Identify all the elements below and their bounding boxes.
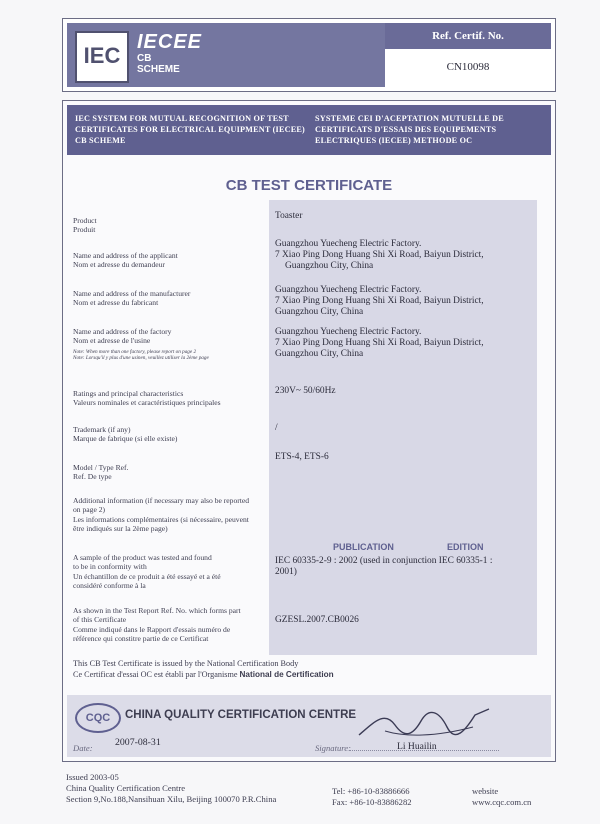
ratings-value: 230V~ 50/60Hz (275, 386, 336, 396)
date-label: Date: (73, 743, 93, 753)
applicant-address: 7 Xiao Ping Dong Huang Shi Xi Road, Baiyun District, (275, 250, 484, 260)
product-label-en: Product (73, 216, 97, 225)
report-label-fr2: référence qui constitre partie de ce Certificat (73, 634, 209, 644)
footer-organization (66, 772, 326, 805)
trademark-label-fr: Marque de fabrique (si elle existe) (73, 434, 178, 444)
issuer-block (67, 695, 551, 757)
iecee-logo-text: IECEE (137, 31, 203, 53)
factory-label (73, 327, 268, 362)
factory-note-en: Note: When more than one factory, please report on page 2 (73, 348, 197, 355)
manufacturer-city: Guangzhou City, China (275, 307, 364, 317)
applicant-name: Guangzhou Yuecheng Electric Factory. (275, 239, 422, 249)
scheme-french: SYSTEME CEI D'ACEPTATION MUTUELLE DE CERTIFICATS D'ESSAIS DES EQUIPEMENTS ELECTRIQUES (IECEE) METHODE OC (315, 114, 504, 145)
scheme-english: IEC SYSTEM FOR MUTUAL RECOGNITION OF TEST CERTIFICATES FOR ELECTRICAL EQUIPMENT (IECEE) CB SCHEME (75, 114, 305, 145)
logo-area (67, 23, 385, 87)
signatory-name: Li Huailin (397, 741, 437, 752)
report-label-en1: As shown in the Test Report Ref. No. which forms part (73, 606, 241, 615)
trademark-value: / (275, 423, 278, 433)
applicant-label (73, 251, 268, 270)
issued-statement (73, 658, 543, 680)
ratings-label-en: Ratings and principal characteristics (73, 389, 184, 398)
factory-label-en: Name and address of the factory (73, 327, 172, 336)
additional-label (73, 496, 268, 534)
applicant-value (275, 239, 533, 272)
issued-statement-fr-text: Ce Certificat d'essai OC est établi par l'Organisme (73, 670, 238, 679)
edition-header-label: EDITION (447, 542, 484, 552)
manufacturer-name: Guangzhou Yuecheng Electric Factory. (275, 285, 422, 295)
reference-title: Ref. Certif. No. (385, 23, 551, 49)
model-label-en: Model / Type Ref. (73, 463, 129, 472)
publication-header-label: PUBLICATION (333, 542, 394, 552)
model-value: ETS-4, ETS-6 (275, 452, 329, 462)
product-value: Toaster (275, 211, 303, 221)
footer-address: Section 9,No.188,Nansihuan Xilu, Beijing 100070 P.R.China (66, 794, 277, 804)
model-label-fr: Ref. De type (73, 472, 112, 482)
reference-number: CN10098 (446, 61, 490, 73)
issued-statement-fr-bold: National de Certification (239, 670, 334, 679)
signature-icon (355, 701, 495, 745)
additional-label-fr2: être indiqués sur la 2ème page) (73, 524, 168, 534)
factory-address: 7 Xiao Ping Dong Huang Shi Xi Road, Baiyun District, (275, 338, 484, 348)
issuer-name: CHINA QUALITY CERTIFICATION CENTRE (125, 709, 357, 721)
product-label (73, 216, 268, 235)
factory-label-fr: Nom et adresse de l'usine (73, 336, 151, 346)
product-label-fr: Produit (73, 225, 96, 235)
applicant-city: Guangzhou City, China (285, 261, 374, 271)
conformity-label-fr1: Un échantillon de ce produit a été essayé et a été (73, 571, 221, 581)
manufacturer-value (275, 285, 533, 318)
manufacturer-label-fr: Nom et adresse du fabricant (73, 298, 159, 308)
iecee-logo (137, 31, 215, 79)
conformity-label-fr2: considéré conforme à la (73, 581, 146, 591)
factory-name: Guangzhou Yuecheng Electric Factory. (275, 327, 422, 337)
footer-website-url: www.cqc.com.cn (472, 797, 532, 807)
factory-note-fr: Note: Lorsqu'il y plus d'une usinen, veuillez utiliser la 2ème page (73, 355, 209, 362)
signature-label: Signature: (315, 743, 351, 753)
model-label (73, 463, 268, 482)
issued-statement-en: This CB Test Certificate is issued by the National Certification Body (73, 659, 299, 668)
cqc-logo: CQC (75, 703, 121, 733)
conformity-label (73, 553, 268, 591)
additional-label-en2: on page 2) (73, 505, 106, 515)
conformity-label-en2: to be in conformity with (73, 562, 147, 572)
footer-website-label: website (472, 786, 499, 796)
trademark-label-en: Trademark (if any) (73, 425, 131, 434)
factory-value (275, 327, 533, 360)
certificate-title: CB TEST CERTIFICATE (225, 177, 393, 194)
issued-statement-fr (73, 669, 543, 680)
footer-tel: Tel: +86-10-83886666 (332, 786, 410, 796)
manufacturer-address: 7 Xiao Ping Dong Huang Shi Xi Road, Baiyun District, (275, 296, 484, 306)
report-value: GZESL.2007.CB0026 (275, 615, 359, 625)
iec-logo: IEC (75, 31, 129, 83)
factory-city: Guangzhou City, China (275, 349, 364, 359)
publication-header (333, 542, 533, 552)
footer-org: China Quality Certification Centre (66, 783, 186, 793)
ratings-label-fr: Valeurs nominales et caractéristiques principales (73, 398, 221, 408)
applicant-label-en: Name and address of the applicant (73, 251, 178, 260)
issue-date: 2007-08-31 (115, 737, 161, 748)
standard-line2: 2001) (275, 567, 297, 577)
reference-box (385, 23, 551, 87)
footer-issued: Issued 2003-05 (66, 772, 119, 782)
scheme-band (67, 105, 551, 155)
report-label (73, 606, 268, 644)
iecee-logo-scheme: SCHEME (137, 64, 180, 75)
report-label-en2: of this Certificate (73, 615, 127, 625)
certificate-header (62, 18, 556, 92)
certificate-body (62, 100, 556, 762)
standard-line1: IEC 60335-2-9 : 2002 (used in conjunction IEC 60335-1 : (275, 556, 493, 566)
ratings-label (73, 389, 268, 408)
trademark-label (73, 425, 268, 444)
iecee-logo-cb: CB (137, 53, 152, 64)
conformity-label-en1: A sample of the product was tested and found (73, 553, 212, 562)
standard-value (275, 556, 533, 578)
applicant-label-fr: Nom et adresse du demandeur (73, 260, 165, 270)
manufacturer-label (73, 289, 268, 308)
footer-contact (332, 786, 482, 808)
footer-website (472, 786, 562, 808)
report-label-fr1: Comme indiqué dans le Rapport d'essais numéro de (73, 624, 231, 634)
manufacturer-label-en: Name and address of the manufacturer (73, 289, 191, 298)
additional-label-en1: Additional information (if necessary may also be reported (73, 496, 250, 505)
additional-label-fr1: Les informations complémentaires (si nécessaire, peuvent (73, 514, 249, 524)
footer-fax: Fax: +86-10-83886282 (332, 797, 412, 807)
